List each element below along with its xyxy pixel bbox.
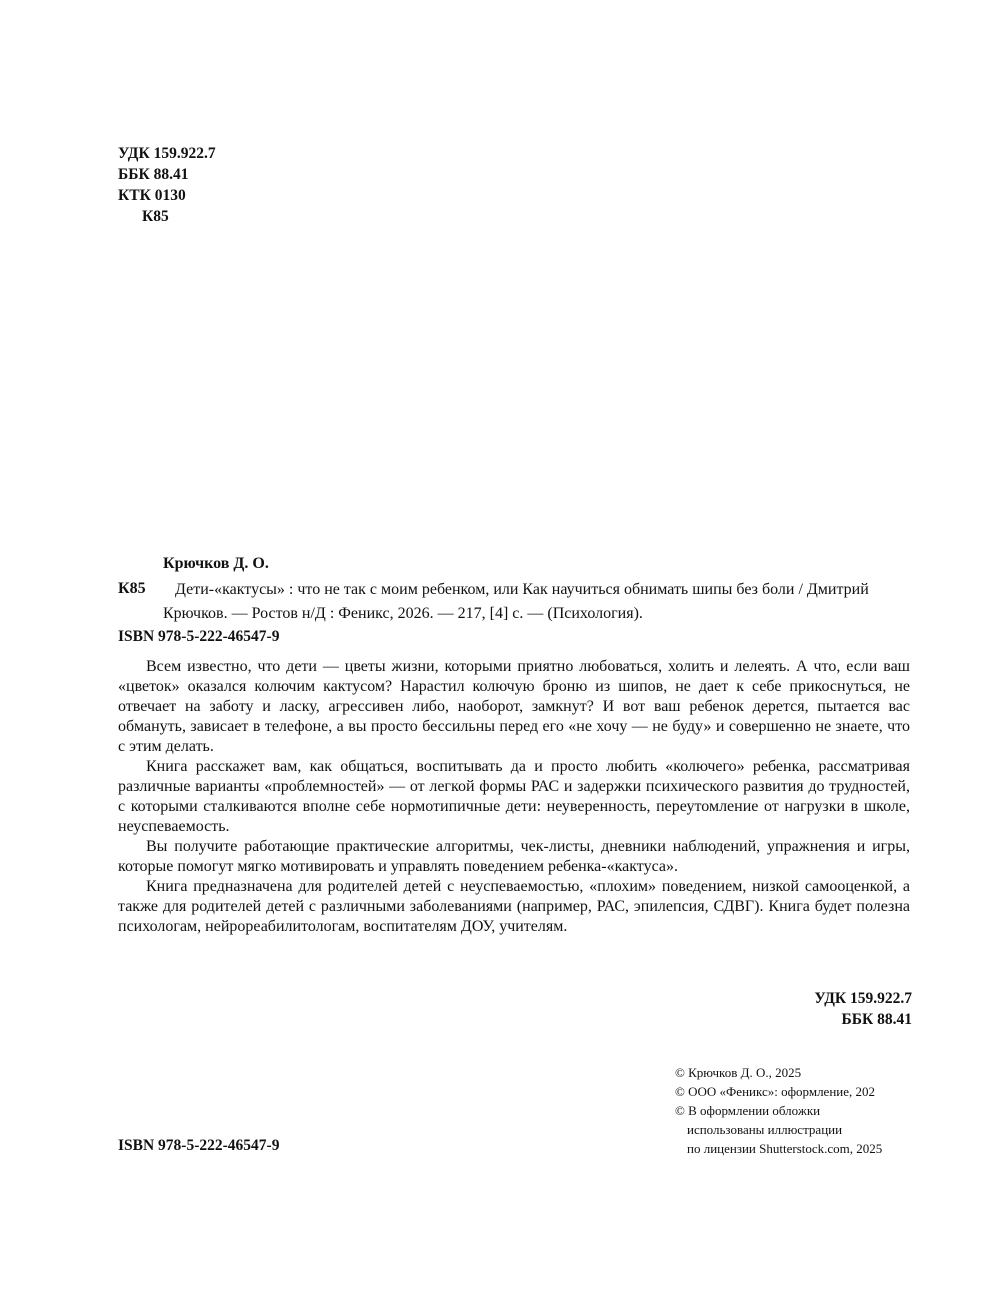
footer-bbk: ББК 88.41 bbox=[841, 1011, 912, 1028]
record-isbn: ISBN 978-5-222-46547-9 bbox=[118, 628, 280, 645]
copyright-publisher: © ООО «Феникс»: оформление, 202 bbox=[675, 1084, 876, 1099]
copyright-block bbox=[675, 1063, 920, 1158]
isbn-bottom: ISBN 978-5-222-46547-9 bbox=[118, 1137, 280, 1154]
ktk-code: КТК 0130 bbox=[118, 187, 186, 204]
footer-udk: УДК 159.922.7 bbox=[814, 990, 912, 1007]
annotation-paragraph: Вы получите работающие практические алгоритмы, чек-листы, дневники наблюдений, упражнения и игры, которые помогут мягко мотивировать и управлять поведением ребенка-«кактуса». bbox=[118, 838, 910, 875]
copyright-cover: © В оформлении обложки bbox=[675, 1103, 821, 1118]
copyright-license: по лицензии Shutterstock.com, 2025 bbox=[687, 1141, 883, 1156]
footer-codes bbox=[814, 988, 912, 1030]
annotation-paragraph: Книга предназначена для родителей детей с неуспеваемостью, «плохим» поведением, низкой самооценкой, а также для родителей детей с различными заболеваниями (например, РАС, эпилепсия, СДВГ). Книга будет полезна психологам, нейрореабилитологам, воспитателям ДОУ, учителям. bbox=[118, 878, 910, 935]
record-author: Крючков Д. О. bbox=[163, 555, 269, 572]
udk-code: УДК 159.922.7 bbox=[118, 145, 216, 162]
record-author-code: К85 bbox=[118, 580, 146, 597]
author-code: К85 bbox=[142, 208, 169, 225]
record-title: Дети-«кактусы» : что не так с моим ребенком, или Как научиться обнимать шипы без боли / Дмитрий Крючков. — Ростов н/Д : Феникс, 2026. — 217, [4] с. — (Психология). bbox=[163, 581, 869, 622]
copyright-author: © Крючков Д. О., 2025 bbox=[675, 1065, 802, 1080]
annotation-paragraph: Всем известно, что дети — цветы жизни, которыми приятно любоваться, холить и лелеять. А что, если ваш «цветок» оказался колючим кактусом? Нарастил колючую броню из шипов, не дает к себе прикоснуться, не отвечает на заботу и ласку, агрессивен либо, наоборот, замкнут? И вот ваш ребенок дерется, пытается вас обмануть, зависает в телефоне, а вы просто бессильны перед его «не хочу — не буду» и совершенно не знаете, что с этим делать. bbox=[118, 658, 910, 755]
annotation-paragraph: Книга расскажет вам, как общаться, воспитывать да и просто любить «колючего» ребенка, рассматривая различные варианты «проблемностей» — от легкой формы РАС и задержки психического развития до трудностей, с которыми сталкиваются вполне себе нормотипичные дети: неуверенность, переутомление от нагрузки в школе, неуспеваемость. bbox=[118, 758, 910, 835]
classification-codes bbox=[118, 143, 216, 227]
copyright-cover-cont: использованы иллюстрации bbox=[687, 1122, 843, 1137]
bbk-code: ББК 88.41 bbox=[118, 166, 189, 183]
annotation bbox=[118, 657, 910, 937]
